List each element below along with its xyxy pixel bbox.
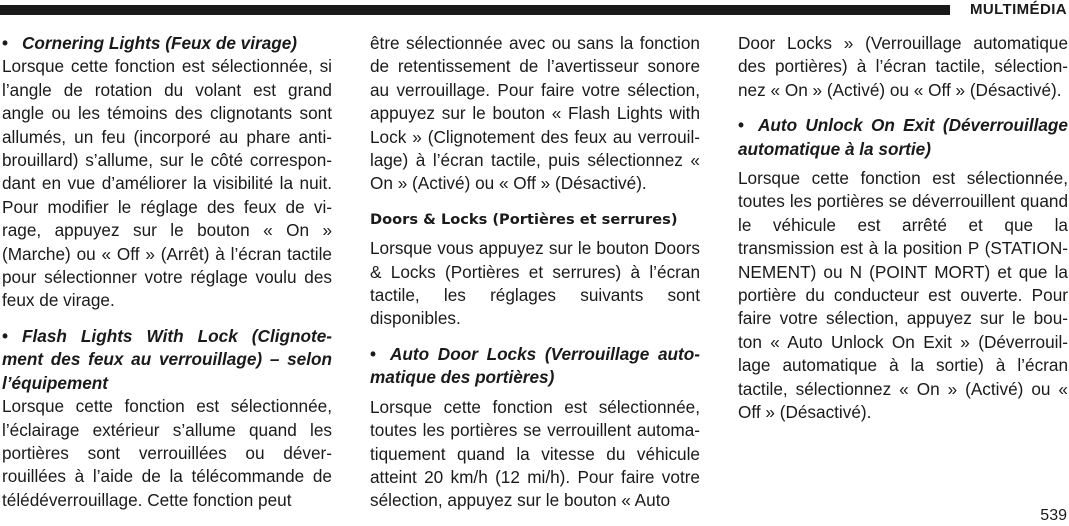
- heading-auto-unlock: [738, 114, 1068, 161]
- bullet-icon: •: [2, 33, 9, 53]
- page-number: 539: [1040, 507, 1067, 524]
- heading-cornering-lights: [2, 32, 332, 55]
- paragraph: Door Locks » (Verrouillage automatique des portières) à l’écran tactile, sélection-nez « On » (Activé) ou « Off » (Désactivé).: [738, 33, 1068, 100]
- heading-flash-lights: [2, 325, 332, 395]
- paragraph: Lorsque cette fonction est sélectionnée, toutes les portières se verrouillent automa-tiquement quand la vitesse du véhicule atteint 20 km/h (12 mi/h). Pour faire votre sélection, appuyez sur le bouton « Auto: [370, 396, 700, 511]
- heading-text: Flash Lights With Lock (Clignote-ment des feux au verrouillage) – selon l’équipement: [2, 325, 332, 393]
- bullet-icon: •: [2, 325, 9, 346]
- heading-text: Auto Door Locks (Verrouillage auto-matique des portières): [370, 343, 700, 388]
- paragraph: Lorsque cette fonction est sélectionnée, si l’angle de rotation du volant est grand angle ou les témoins des clignotants sont allumés, un feu (incorporé au phare anti-brouillard) s’allume, sur le côté correspon-dant en vue d’améliorer la visibilité la nuit. Pour modifier le réglage des feux de vi-rage, appuyez sur le bouton « On » (Marche) ou « Off » (Arrêt) à l’écran tactile pour sélectionner votre réglage voulu des feux de virage.: [2, 56, 332, 311]
- paragraph: Lorsque vous appuyez sur le bouton Doors & Locks (Portières et serrures) à l’écran tactile, les réglages suivants sont disponibles.: [370, 238, 700, 329]
- paragraph: Lorsque cette fonction est sélectionnée, toutes les portières se déverrouillent quand le véhicule est arrêté et que la transmission est à la position P (STATION-NEMENT) ou N (POINT MORT) et que la portière du conducteur est ouverte. Pour faire votre sélection, appuyez sur le bou-ton « Auto Unlock On Exit » (Déverrouil-lage automatique à la sortie) à l’écran tactile, sélectionnez « On » (Activé) ou « Off » (Désactivé).: [738, 168, 1068, 423]
- subheading-doors-locks: Doors & Locks (Portières et serrures): [370, 210, 678, 228]
- section-title: MULTIMÉDIA: [969, 1, 1067, 18]
- heading-auto-door-locks: [370, 343, 700, 390]
- heading-text: Auto Unlock On Exit (Déverrouillage automatique à la sortie): [738, 115, 1068, 159]
- paragraph: être sélectionnée avec ou sans la fonction de retentissement de l’avertisseur sonore au verrouillage. Pour faire votre sélection, appuyez sur le bouton « Flash Lights with Lock » (Clignotement des feux au verrouil-lage) à l’écran tactile, puis sélectionnez « On » (Activé) ou « Off » (Désactivé).: [370, 33, 700, 194]
- paragraph: Lorsque cette fonction est sélectionnée, l’éclairage extérieur s’allume quand les portières sont verrouillées ou déver-rouillées à l’aide de la télécommande de télédéverrouillage. Cette fonction peut: [2, 396, 332, 510]
- column-2: [370, 32, 700, 513]
- header-bar: [0, 5, 950, 15]
- bullet-icon: •: [370, 343, 377, 364]
- heading-text: Cornering Lights (Feux de virage): [22, 33, 298, 53]
- column-1: [2, 32, 332, 512]
- bullet-icon: •: [738, 115, 745, 136]
- column-3: [738, 32, 1068, 425]
